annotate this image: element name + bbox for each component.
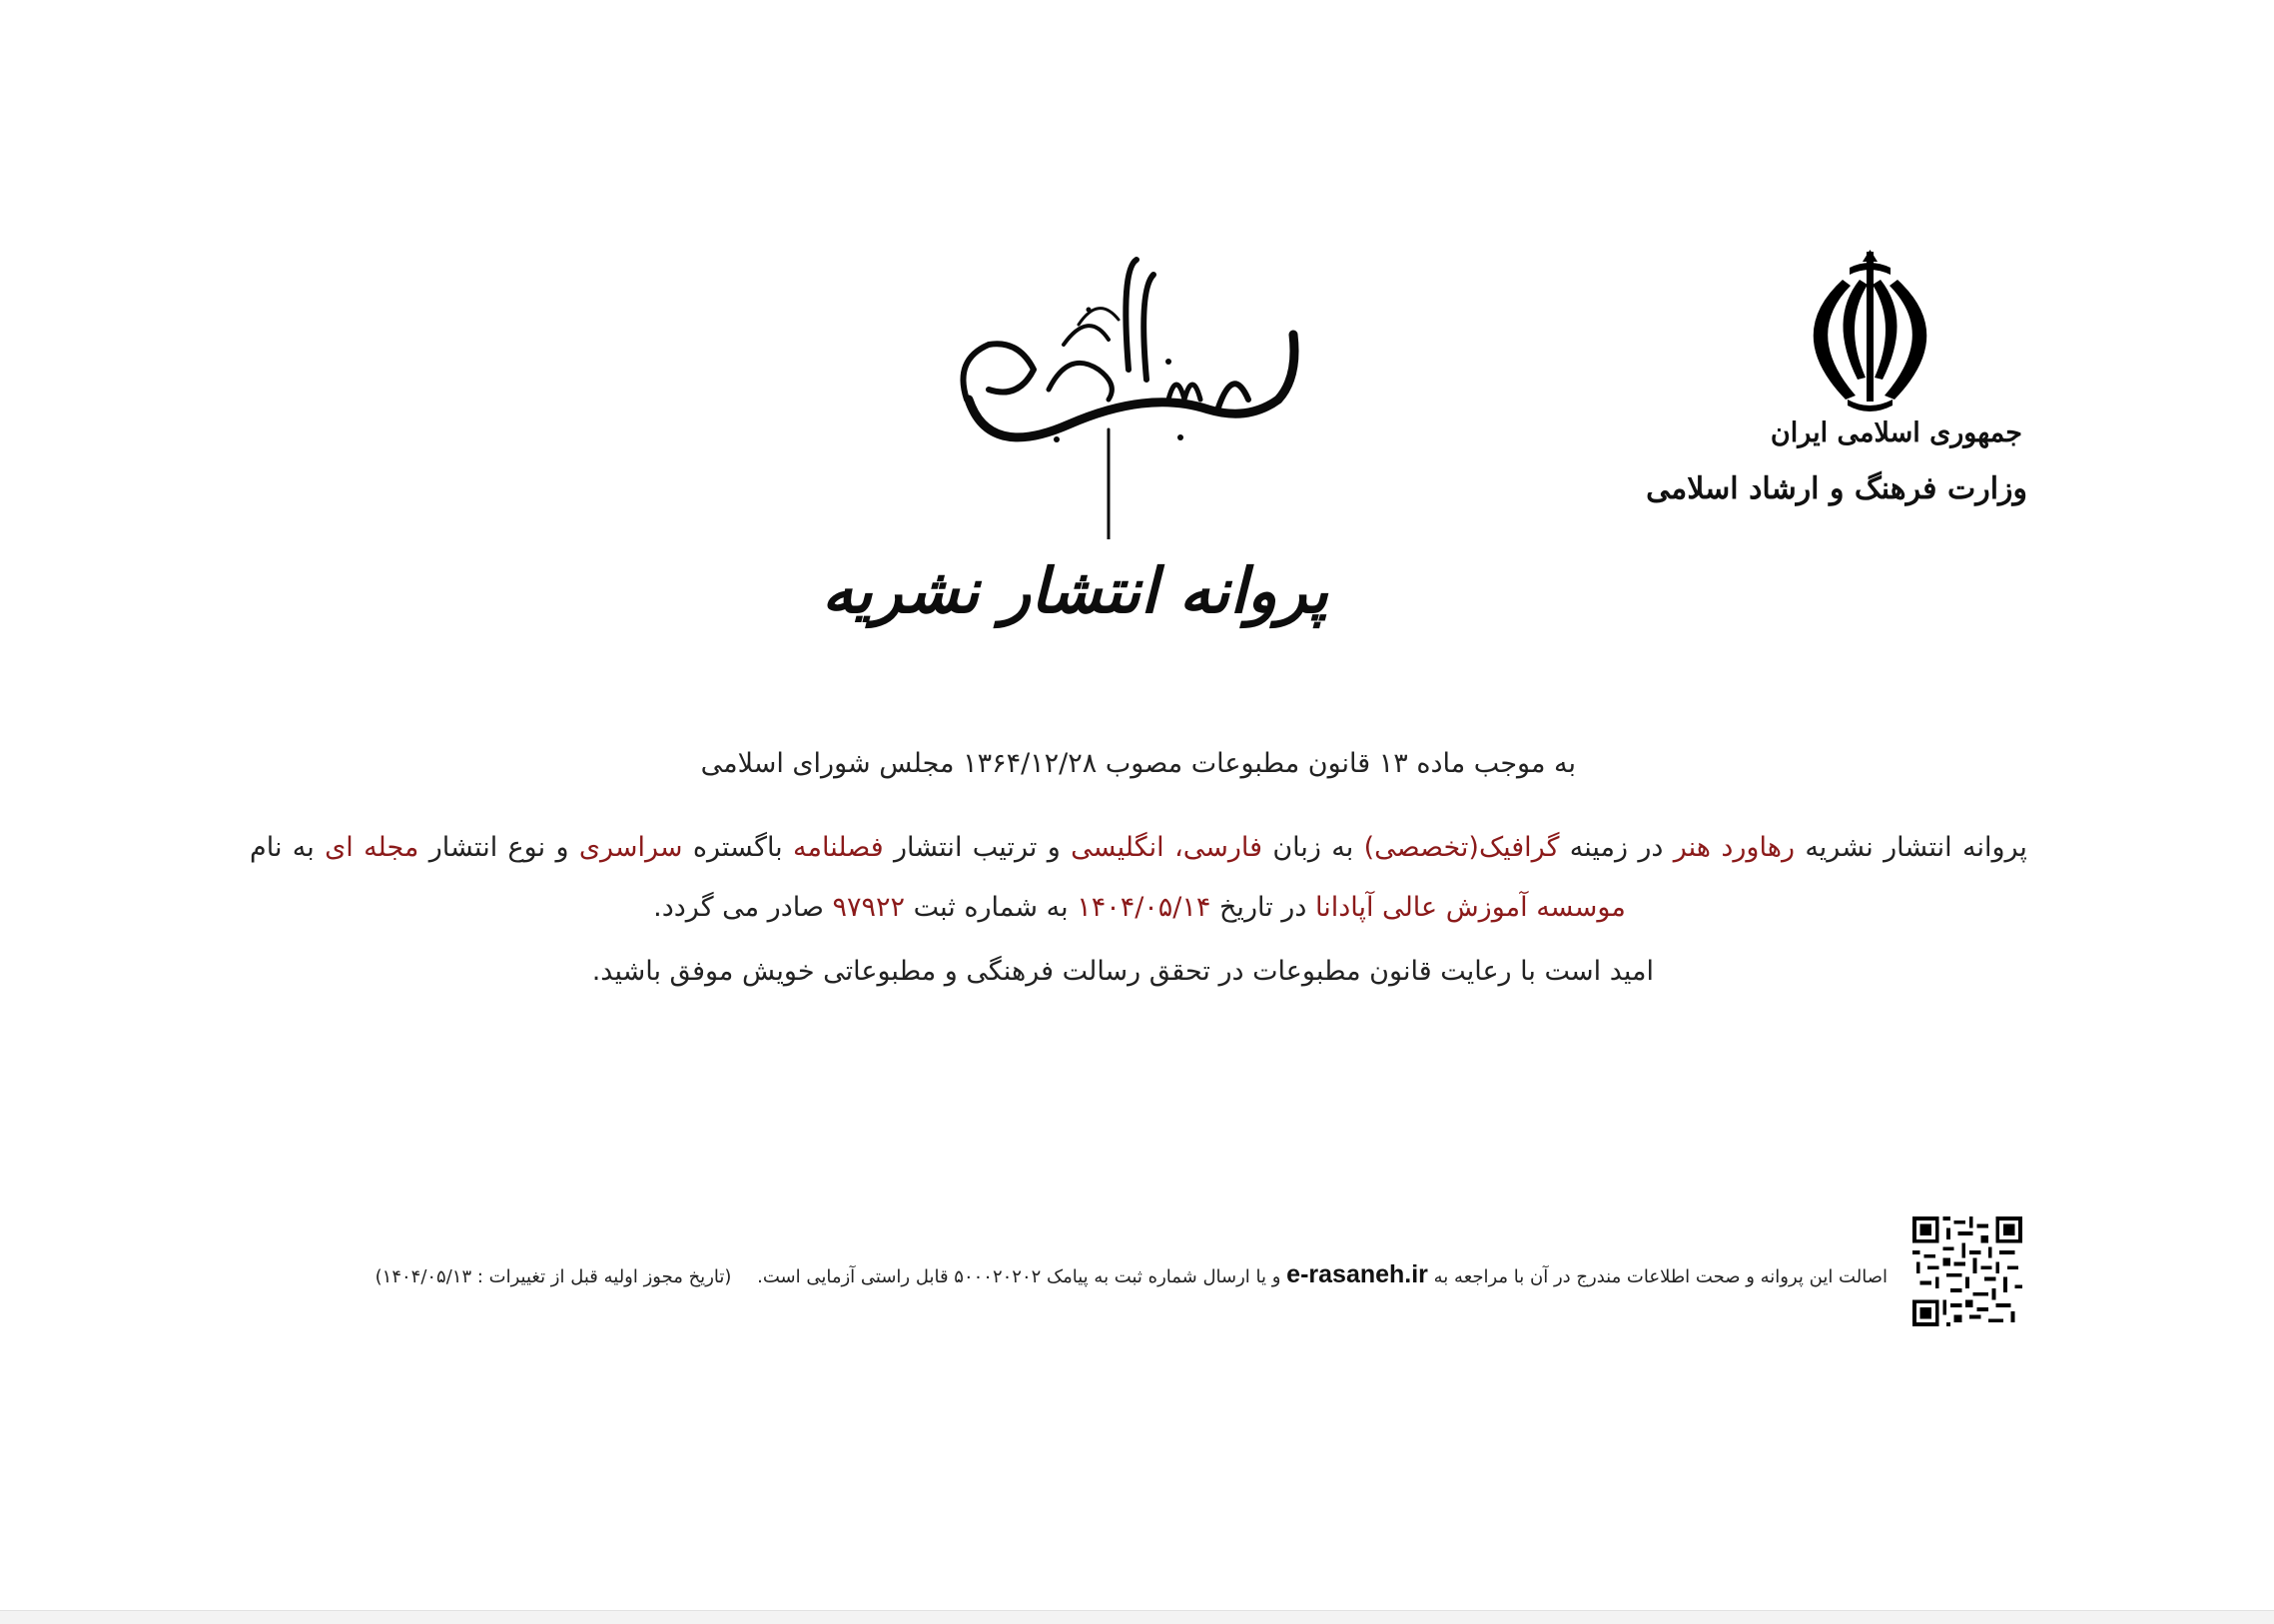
ministry-emblem-block [1646,250,2047,529]
publication-field: گرافیک(تخصصی) [1363,832,1560,863]
owner-name: موسسه آموزش عالی آپادانا [1314,892,1626,923]
label-text: به شماره ثبت [913,892,1069,923]
label-text: به زبان [1272,832,1354,863]
registration-number: ۹۷۹۲۲ [832,892,906,923]
label-text: پروانه انتشار نشریه [1805,832,2027,863]
publication-name: رهاورد هنر [1673,832,1795,863]
publication-scope: سراسری [578,832,683,863]
label-text: در زمینه [1569,832,1664,863]
label-text: صادر می گردد. [653,892,824,923]
publication-type: مجله ای [325,832,419,863]
issue-date: ۱۴۰۴/۰۵/۱۴ [1077,892,1211,923]
ministry-name: وزارت فرهنگ و ارشاد اسلامی [1646,471,2027,506]
label-text: و نوع انتشار [428,832,569,863]
original-license-date: (تاریخ مجوز اولیه قبل از تغییرات : ۱۴۰۴/۰۵/۱۳) [375,1266,732,1287]
note-text: اصالت این پروانه و صحت اطلاعات مندرج در آن با مراجعه به [1433,1266,1888,1287]
publication-languages: فارسی، انگلیسی [1071,832,1263,863]
page-bottom-divider [0,1610,2274,1624]
verification-site-link[interactable]: e-rasaneh.ir [1286,1260,1428,1288]
note-text: و یا ارسال شماره ثبت به پیامک ۵۰۰۰۲۰۲۰۲ قابل راستی آزمایی است. [757,1266,1281,1287]
country-name: جمهوری اسلامی ایران [1770,417,2022,448]
basmala-calligraphy [949,250,1338,539]
label-text: و ترتیب انتشار [893,832,1061,863]
closing-line: امید است با رعایت قانون مطبوعات در تحقق رسالت فرهنگی و مطبوعاتی خویش موفق باشید. [591,956,1654,987]
legal-basis-line: به موجب ماده ۱۳ قانون مطبوعات مصوب ۱۳۶۴/۱۲/۲۸ مجلس شورای اسلامی [700,748,1576,779]
iran-emblem-icon [1788,250,1952,414]
license-statement-line1 [250,832,2027,863]
publication-frequency: فصلنامه [793,832,884,863]
license-statement-line2 [635,892,1644,923]
label-text: باگستره [692,832,783,863]
label-text: به نام [250,832,315,863]
qr-code-icon[interactable] [1912,1217,2022,1326]
document-title: پروانه انتشار نشریه [822,554,1328,627]
label-text: در تاریخ [1219,892,1307,923]
verification-note [375,1260,1888,1289]
